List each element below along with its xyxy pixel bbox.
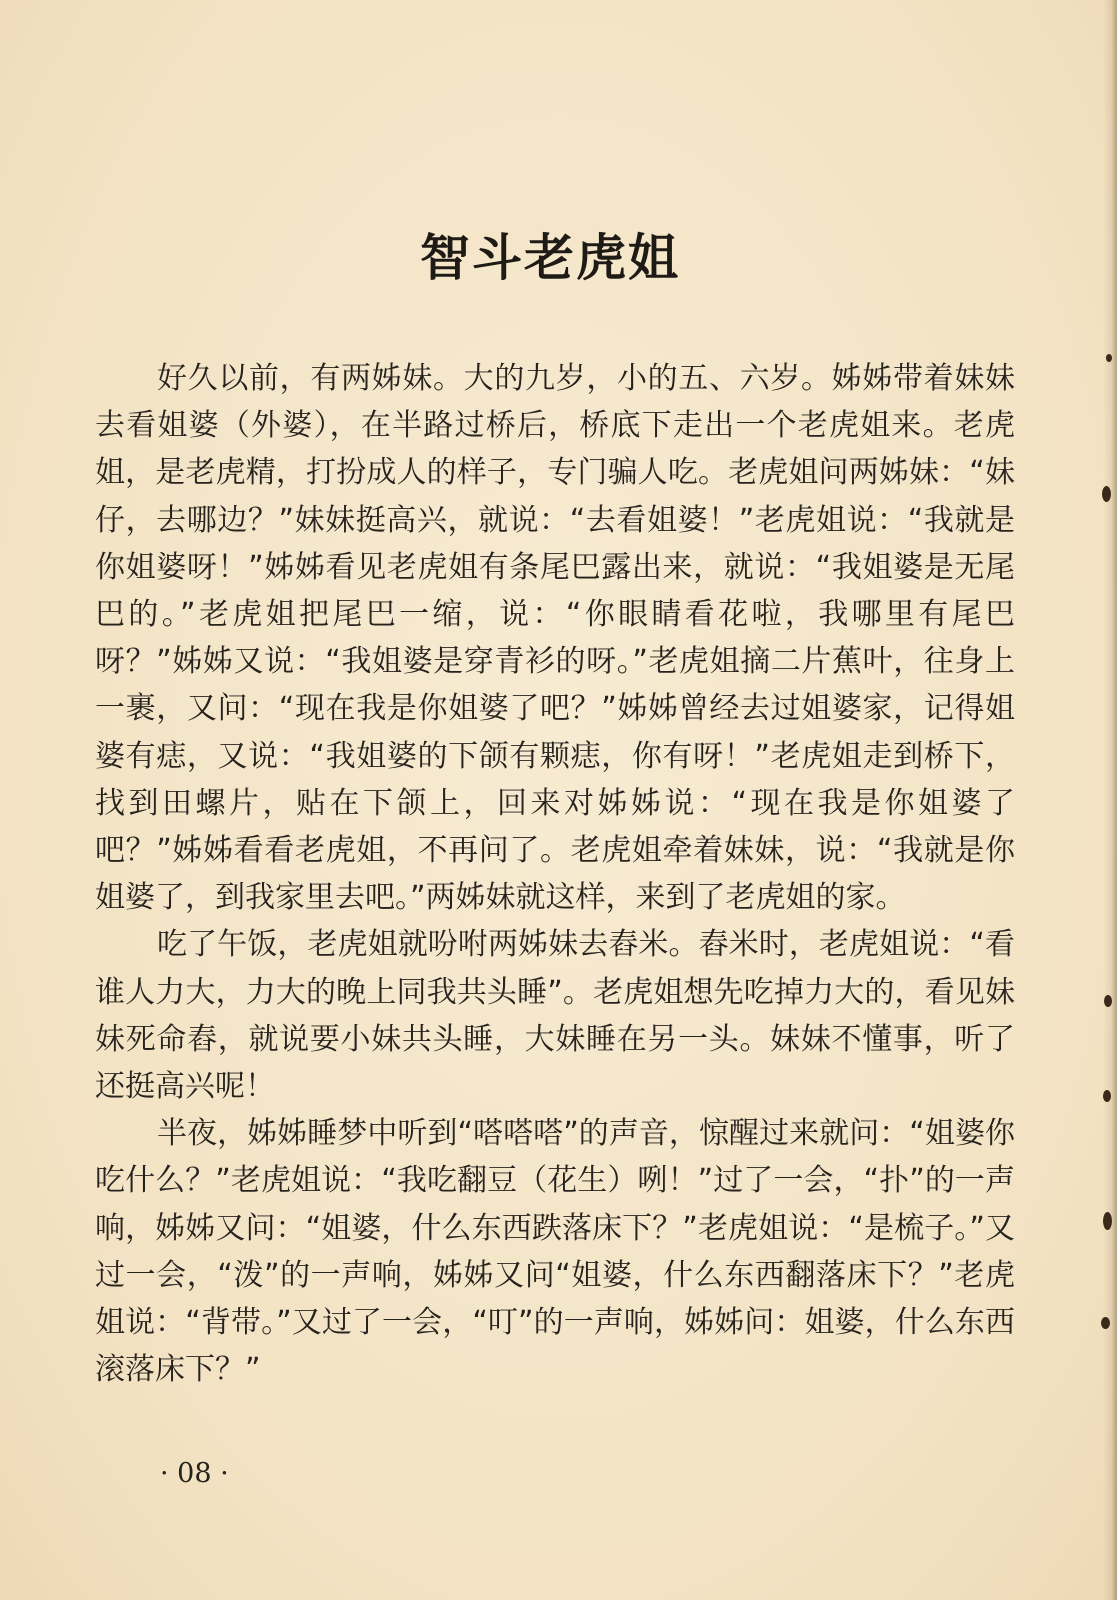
edge-mark: [1106, 354, 1112, 362]
edge-mark: [1104, 995, 1112, 1007]
paragraph: 吃了午饭，老虎姐就吩咐两姊妹去舂米。舂米时，老虎姐说：“看谁人力大，力大的晚上同我共头睡”。老虎姐想先吃掉力大的，看见妹妹死命舂，就说要小妹共头睡，大妹睡在另一头。妹妹不懂事，听了还挺高兴呢！: [95, 927, 1015, 1105]
story-body: [95, 355, 1015, 1393]
page-number: · 08 ·: [160, 1458, 229, 1489]
edge-mark: [1103, 1212, 1112, 1230]
edge-mark: [1103, 1090, 1111, 1102]
page-edge-shadow: [1103, 0, 1117, 1600]
page-title: 智斗老虎姐: [420, 228, 680, 287]
edge-mark: [1102, 486, 1111, 502]
paragraph: 半夜，姊姊睡梦中听到“嗒嗒嗒”的声音，惊醒过来就问：“姐婆你吃什么？”老虎姐说：“我吃翻豆（花生）咧！”过了一会，“扑”的一声响，姊姊又问：“姐婆，什么东西跌落床下？”老虎姐说：“是梳子。”又过一会，“泼”的一声响，姊姊又问“姐婆，什么东西翻落床下？”老虎姐说：“背带。”又过了一会，“叮”的一声响，姊姊问：姐婆，什么东西滚落床下？”: [95, 1116, 1015, 1388]
edge-mark: [1101, 1317, 1110, 1329]
paragraph: 好久以前，有两姊妹。大的九岁，小的五、六岁。姊姊带着妹妹去看姐婆（外婆），在半路过桥后，桥底下走出一个老虎姐来。老虎姐，是老虎精，打扮成人的样子，专门骗人吃。老虎姐问两姊妹：“妹仔，去哪边？”妹妹挺高兴，就说：“去看姐婆！”老虎姐说：“我就是你姐婆呀！”姊姊看见老虎姐有条尾巴露出来，就说：“我姐婆是无尾巴的。”老虎姐把尾巴一缩，说：“你眼睛看花啦，我哪里有尾巴呀？”姊姊又说：“我姐婆是穿青衫的呀。”老虎姐摘二片蕉叶，往身上一裹，又问：“现在我是你姐婆了吧？”姊姊曾经去过姐婆家，记得姐婆有痣，又说：“我姐婆的下颌有颗痣，你有呀！”老虎姐走到桥下，找到田螺片，贴在下颌上，回来对姊姊说：“现在我是你姐婆了吧？”姊姊看看老虎姐，不再问了。老虎姐牵着妹妹，说：“我就是你姐婆了，到我家里去吧。”两姊妹就这样，来到了老虎姐的家。: [95, 361, 1015, 916]
